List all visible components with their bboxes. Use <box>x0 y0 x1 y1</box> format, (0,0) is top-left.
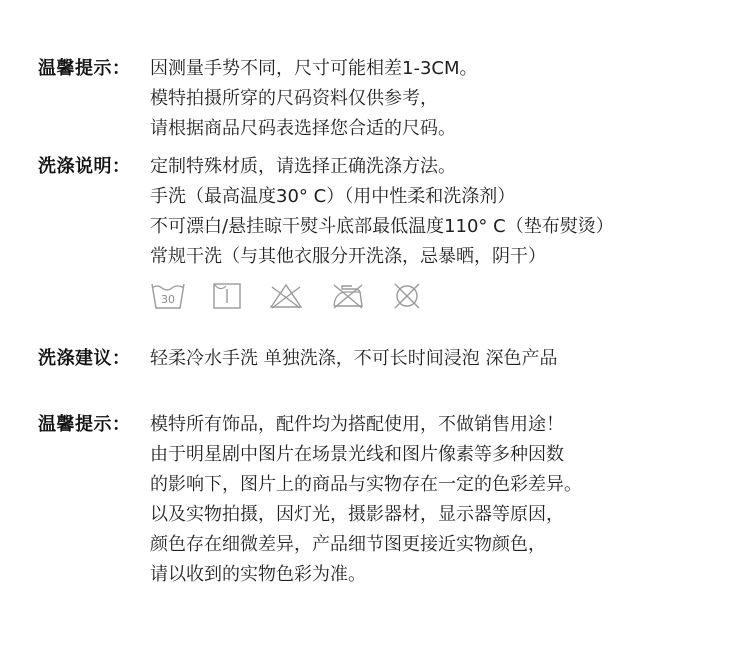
no-dryclean-icon <box>392 282 422 310</box>
washing-instructions-label: 洗涤说明： <box>38 156 131 177</box>
washing-line: 常规干洗（与其他衣服分开洗涤，忌暴晒，阴干） <box>150 246 546 267</box>
wash-tub-30-icon <box>150 282 186 310</box>
notice-2-line: 模特所有饰品，配件均为搭配使用，不做销售用途！ <box>150 414 564 435</box>
notice-2-line: 的影响下，图片上的商品与实物存在一定的色彩差异。 <box>150 474 582 495</box>
notice-1-line: 请根据商品尺码表选择您合适的尺码。 <box>150 118 456 139</box>
washing-advice-text: 轻柔冷水手洗 单独洗涤，不可长时间浸泡 深色产品 <box>150 348 558 369</box>
notice-2-line: 以及实物拍摄，因灯光，摄影器材，显示器等原因， <box>150 504 564 525</box>
notice-2-line: 由于明星剧中图片在场景光线和图片像素等多种因数 <box>150 444 564 465</box>
washing-advice-section <box>38 344 728 374</box>
no-bleach-icon <box>268 282 304 310</box>
notice-2-line: 请以收到的实物色彩为准。 <box>150 564 366 585</box>
washing-advice-label: 洗涤建议： <box>38 348 131 369</box>
notice-1-line: 模特拍摄所穿的尺码资料仅供参考， <box>150 88 438 109</box>
washing-line: 手洗（最高温度30° C）（用中性柔和洗涤剂） <box>150 186 516 207</box>
notice-section-2 <box>38 410 728 590</box>
notice-label-2: 温馨提示： <box>38 414 131 435</box>
no-iron-icon <box>330 282 366 310</box>
notice-2-line: 颜色存在细微差异，产品细节图更接近实物颜色， <box>150 534 546 555</box>
wash-temp-text: 30 <box>161 293 175 306</box>
notice-label-1: 温馨提示： <box>38 58 131 79</box>
hang-dry-icon <box>212 282 242 310</box>
notice-1-line: 因测量手势不同，尺寸可能相差1-3CM。 <box>150 58 478 79</box>
washing-line: 不可漂白/悬挂晾干熨斗底部最低温度110° C（垫布熨烫） <box>150 216 614 237</box>
washing-instructions-section <box>38 152 728 310</box>
notice-section-1 <box>38 54 728 144</box>
washing-line: 定制特殊材质，请选择正确洗涤方法。 <box>150 156 456 177</box>
care-icons <box>150 282 728 310</box>
